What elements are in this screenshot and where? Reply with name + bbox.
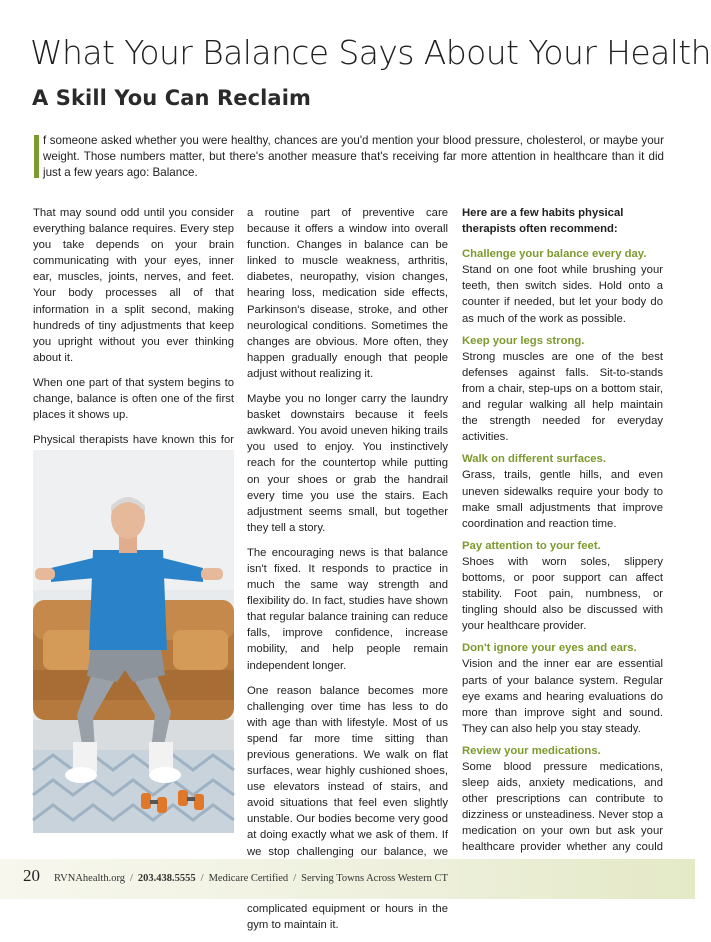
paragraph: Maybe you no longer carry the laundry basket downstairs because it feels awkward. You avoid uneven hiking trails you used to enjoy. You instinctively reach for the countertop while putting on your shoes or grab the handrail every time you use the stairs. Each adjustment seems small, but together they tell a story. <box>247 393 448 534</box>
footer-separator: / <box>200 873 204 884</box>
footer-separator: / <box>130 873 133 884</box>
article-subtitle: A Skill You Can Reclaim <box>32 86 311 110</box>
paragraph: One reason balance becomes more challenging over time has less to do with age than with lifestyle. Most of us spend far more time sitting than previous generations. We walk on flat surfaces, wear highly cushioned shoes, use elevators instead of stairs, and avoid situations that feel even slightly unstable. Our bodies become very good at doing exactly what we ask of them. If we stop challenging our balance, we <box>247 684 448 858</box>
column-2 <box>247 205 448 942</box>
paragraph: a routine part of preventive care because it offers a window into overall function. Changes in balance can be linked to muscle weakness, arthritis, diabetes, neuropathy, vision changes, hearing loss, medication side effects, Parkinson's disease, stroke, and other neurological conditions. Sometimes the changes are obvious. More often, they happen gradually enough that people adjust without realizing it. <box>247 207 448 380</box>
habit-title: Don't ignore your eyes and ears. <box>462 642 637 655</box>
footer-service-area: Serving Towns Across Western CT <box>301 873 448 884</box>
paragraph: The encouraging news is that balance isn't fixed. It responds to practice in much the same way strength and flexibility do. In fact, studies have shown that regular balance training can reduce falls, improve confidence, increase mobility, and help people remain independent longer. <box>247 546 448 672</box>
intro-paragraph: f someone asked whether you were healthy, chances are you'd mention your blood pressure, cholesterol, or maybe your weight. Those numbers matter, but there's another measure that's receiving far more attention in healthcare than it did just a few years ago: Balance. <box>43 134 664 179</box>
paragraph: Physical therapists have known this for <box>33 434 234 447</box>
habit-title: Challenge your balance every day. <box>462 248 647 261</box>
footer-certification: Medicare Certified <box>208 873 289 884</box>
paragraph: When one part of that system begins to change, balance is often one of the first places it shows up. <box>33 376 234 422</box>
column-3 <box>462 205 663 878</box>
article-title: What Your Balance Says About Your Health <box>30 33 711 72</box>
habit-text: Vision and the inner ear are essential parts of your balance system. Regular eye exams and hearing evaluations do more than improve sight and sound. They can also help you stay steady. <box>462 658 663 735</box>
footer-phone[interactable]: 203.438.5555 <box>137 873 196 884</box>
footer-separator: / <box>293 873 297 884</box>
page-number: 20 <box>23 866 40 885</box>
habit-text: Shoes with worn soles, slippery bottoms, or poor support can affect stability. Foot pain, numbness, or tingling should also be discussed with your healthcare provider. <box>462 555 663 633</box>
page-footer <box>23 866 448 886</box>
exercise-photo <box>33 450 234 833</box>
footer-website-link[interactable]: RVNAhealth.org <box>54 873 125 884</box>
habit-title: Review your medications. <box>462 744 601 757</box>
paragraph: complicated equipment or hours in the gym to maintain it. <box>247 902 448 931</box>
habit-text: Grass, trails, gentle hills, and even uneven sidewalks require your body to make small adjustments that improve coordination and reaction time. <box>462 469 663 530</box>
habit-title: Walk on different surfaces. <box>462 453 606 466</box>
column-1 <box>33 205 234 490</box>
habit-text: Strong muscles are one of the best defenses against falls. Sit-to-stands from a chair, step-ups on a bottom stair, and regular walking all help maintain the strength needed for everyday activities. <box>462 350 663 444</box>
habit-title: Keep your legs strong. <box>462 334 585 347</box>
habit-text: Some blood pressure medications, sleep aids, anxiety medications, and other prescriptions can contribute to dizziness or unsteadiness. Never stop a medication on your own but ask your healthcare provider whether any could <box>462 761 663 854</box>
habit-title: Pay attention to your feet. <box>462 539 601 552</box>
habit-text: Stand on one foot while brushing your teeth, then switch sides. Hold onto a counter if needed, but let your body do as much of the work as possible. <box>462 264 663 325</box>
paragraph: That may sound odd until you consider everything balance requires. Every step you take depends on your brain communicating with your eyes, inner ear, muscles, joints, nerves, and feet. Your body processes all of that information in a split second, making hundreds of tiny adjustments that keep you upright without you ever thinking about it. <box>33 207 234 364</box>
habits-lead: Here are a few habits physical therapists often recommend: <box>462 207 624 236</box>
